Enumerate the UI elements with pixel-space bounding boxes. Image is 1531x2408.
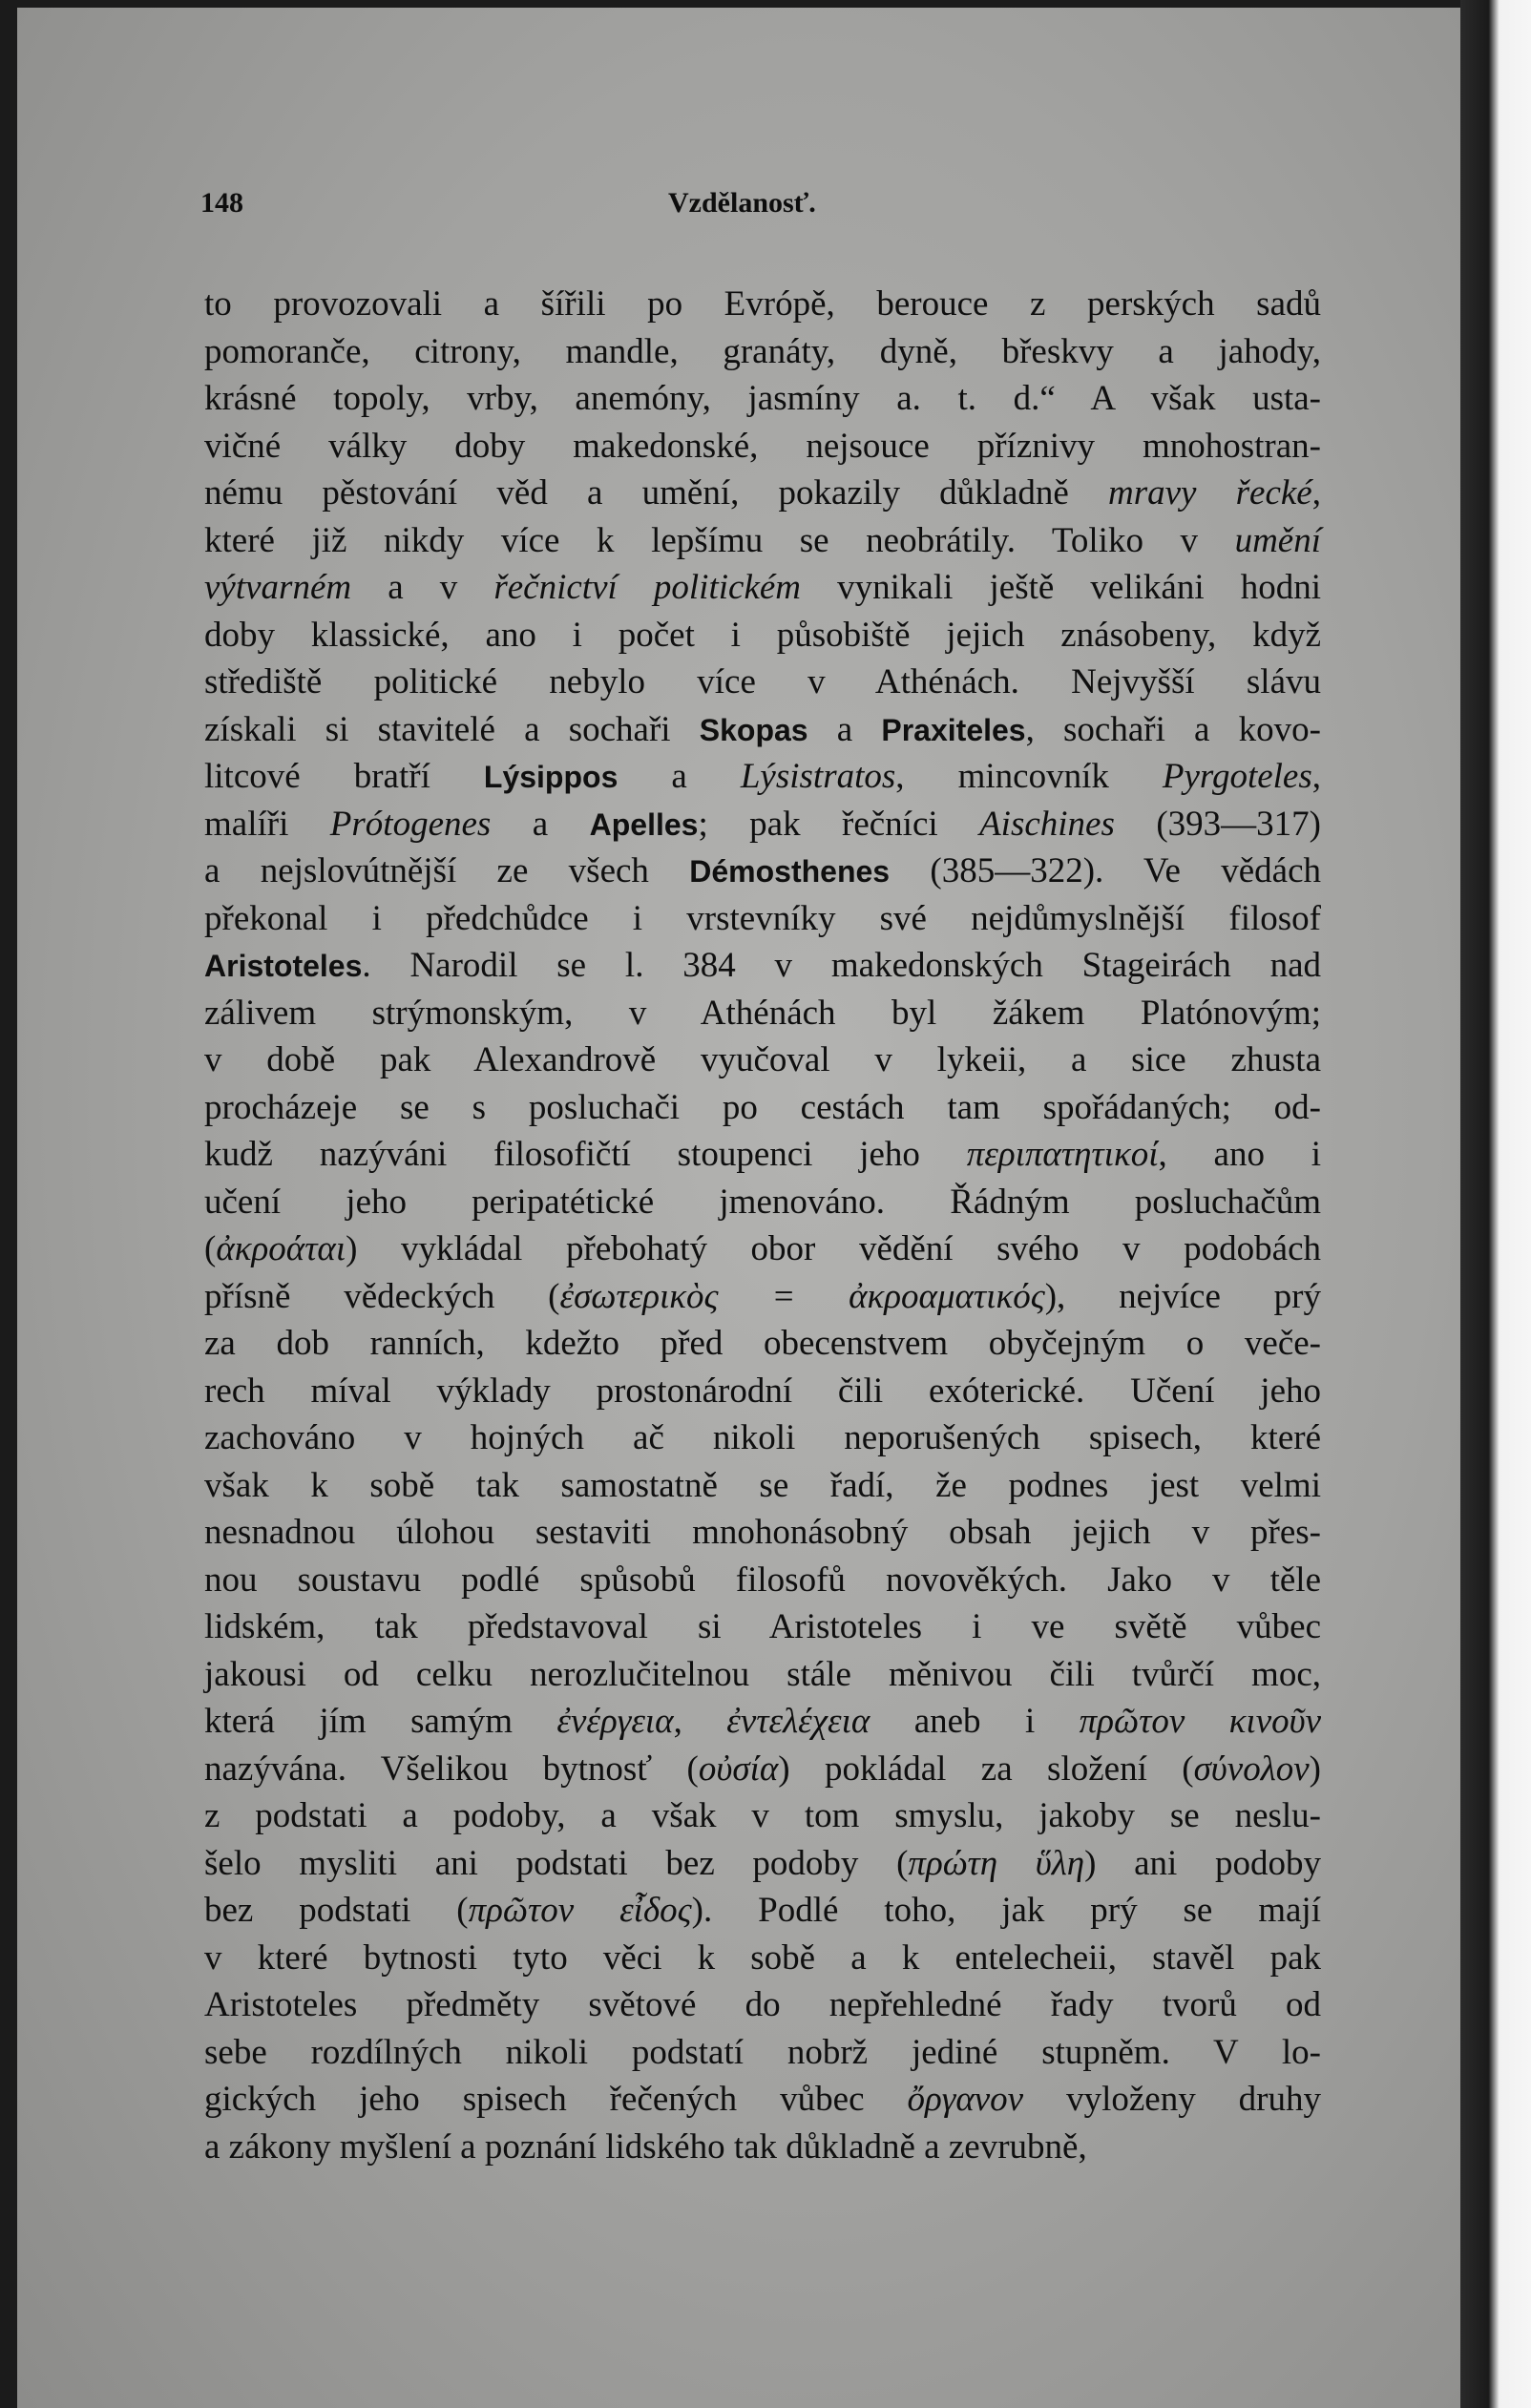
greek-term: πρώτη ὕλη (908, 1843, 1085, 1883)
text-line (204, 375, 1321, 423)
greek-term: πρῶτον κινοῦν (1079, 1702, 1322, 1741)
text-span: které již nikdy více k lepšímu se neobrátily. Toliko v (204, 520, 1235, 560)
text-span: nou soustavu podlé spůsobů filosofů novověkých. Jako v těle (204, 1560, 1321, 1600)
text-span: sebe rozdílných nikoli podstatí nobrž jediné stupněm. V lo- (204, 2032, 1321, 2072)
text-line (204, 1225, 1321, 1273)
text-span: krásné topoly, vrby, anemóny, jasmíny a. t. d.“ A však usta- (204, 379, 1321, 418)
italic-term: řečnictví politickém (493, 568, 802, 607)
text-span: (385—322). Ve vědách (890, 851, 1321, 890)
text-span: ( (204, 1229, 217, 1268)
text-span: z podstati a podoby, a však v tom smyslu, jakoby se neslu- (204, 1796, 1321, 1835)
text-line (204, 942, 1321, 990)
text-line (204, 1036, 1321, 1084)
text-span: litcové bratří (204, 757, 484, 796)
text-line (204, 895, 1321, 943)
text-line (204, 2076, 1321, 2124)
text-span: , (1311, 757, 1321, 796)
text-line (204, 1084, 1321, 1132)
text-span: v době pak Alexandrově vyučoval v lykeii, a sice zhusta (204, 1040, 1321, 1079)
greek-term: ἀκροάται (216, 1229, 346, 1268)
text-span: v které bytnosti tyto věci k sobě a k entelecheii, stavěl pak (204, 1937, 1321, 1978)
text-span: nesnadnou úlohou sestaviti mnohonásobný obsah jejich v přes- (204, 1513, 1321, 1552)
running-head: Vzdělanosť. (668, 187, 816, 219)
name-term: Apelles (589, 806, 699, 842)
text-line (204, 1746, 1321, 1793)
text-line (204, 1792, 1321, 1840)
text-span: vičné války doby makedonské, nejsouce příznivy mnohostran- (204, 426, 1321, 466)
text-span: lidském, tak představoval si Aristoteles i ve světě vůbec (204, 1607, 1321, 1646)
text-line (204, 517, 1321, 565)
text-line (204, 1981, 1321, 2029)
text-line (204, 1414, 1321, 1462)
text-line (204, 1320, 1321, 1368)
text-span: ) ani podoby (1084, 1843, 1322, 1883)
page-edge-binding (1460, 0, 1531, 2408)
text-span: překonal i předchůdce i vrstevníky své nejdůmyslnější filosof (204, 898, 1321, 938)
text-line (204, 1273, 1321, 1321)
text-span: , (1311, 473, 1321, 513)
text-line (204, 1698, 1321, 1746)
text-span: aneb i (870, 1702, 1080, 1741)
text-span: ; pak řečníci (698, 804, 980, 844)
text-span: (393—317) (1114, 804, 1321, 844)
greek-term: πρῶτον εἶδος (468, 1891, 692, 1930)
text-span: a (807, 709, 882, 749)
italic-term: umění (1234, 520, 1321, 560)
text-span: nému pěstování věd a umění, pokazily důkladně (204, 473, 1108, 513)
greek-term: ἐνέργεια (556, 1702, 674, 1741)
text-line (204, 281, 1321, 328)
text-line (204, 1131, 1321, 1179)
text-span: jakousi od celku nerozlučitelnou stále měnivou čili tvůrčí moc, (204, 1654, 1321, 1694)
name-term: Aristoteles (204, 949, 363, 983)
text-line (204, 848, 1321, 895)
text-span: , sochaři a kovo- (1025, 709, 1321, 749)
greek-term: οὐσία (698, 1748, 779, 1789)
text-span: doby klassické, ano i počet i působiště jejich znásobeny, když (204, 615, 1321, 655)
text-span: ) pokládal za složení ( (778, 1748, 1194, 1789)
italic-term: Prótogenes (329, 804, 492, 844)
text-line (204, 706, 1321, 754)
greek-term: ὄργανον (907, 2080, 1024, 2119)
text-line (204, 1651, 1321, 1699)
text-span: , (673, 1702, 727, 1741)
text-span: a (491, 804, 590, 844)
text-line (204, 1179, 1321, 1226)
text-span: malíři (204, 804, 330, 844)
text-span: a zákony myšlení a poznání lidského tak důkladně a zevrubně, (204, 2126, 1087, 2167)
greek-term: ἐντελέχεια (726, 1702, 870, 1741)
text-span: procházeje se s posluchači po cestách tam spořádaných; od- (204, 1087, 1321, 1127)
text-span: rech míval výklady prostonárodní čili exóterické. Učení jeho (204, 1371, 1321, 1411)
greek-term: σύνολον (1193, 1748, 1310, 1789)
text-span: zachováno v hojných ač nikoli neporušených spisech, které (204, 1418, 1321, 1457)
text-span: šelo mysliti ani podstati bez podoby ( (204, 1843, 909, 1883)
text-span: přísně vědeckých ( (204, 1276, 560, 1316)
text-span: zálivem strýmonským, v Athénách byl žákem Platónovým; (204, 993, 1321, 1033)
text-span: . Narodil se l. 384 v makedonských Stageirách nad (362, 946, 1321, 985)
name-term: Lýsippos (483, 760, 619, 794)
text-line (204, 423, 1321, 471)
text-line (204, 1887, 1321, 1935)
text-span: která jím samým (204, 1702, 557, 1741)
italic-term: Aischines (979, 804, 1115, 844)
text-span: vynikali ještě velikáni hodni (801, 568, 1321, 607)
text-span: učení jeho peripatétické jmenováno. Řádným posluchačům (204, 1182, 1321, 1222)
text-line (204, 990, 1321, 1037)
text-line (204, 1557, 1321, 1604)
text-span: ). Podlé toho, jak prý se mají (691, 1891, 1321, 1930)
text-span: , mincovník (895, 757, 1163, 796)
text-line (204, 2029, 1321, 2077)
text-line (204, 470, 1321, 517)
text-line (204, 801, 1321, 848)
text-span: nazývána. Všelikou bytnosť ( (204, 1748, 699, 1789)
text-span: a v (351, 568, 494, 607)
text-line (204, 328, 1321, 376)
text-span: to provozovali a šířili po Evrópě, berouce z perských sadů (204, 284, 1321, 324)
text-span: získali si stavitelé a sochaři (204, 709, 700, 749)
page-header (200, 187, 1315, 225)
text-line (204, 1840, 1321, 1888)
text-span: gických jeho spisech řečených vůbec (204, 2080, 908, 2119)
body-text (204, 281, 1321, 2170)
text-line (204, 612, 1321, 660)
text-span: pomoranče, citrony, mandle, granáty, dyně, břeskvy a jahody, (204, 331, 1321, 371)
italic-term: Pyrgoteles (1162, 757, 1312, 796)
text-line (204, 564, 1321, 612)
name-term: Skopas (699, 712, 808, 747)
text-span: kudž nazýváni filosofičtí stoupenci jeho (204, 1135, 967, 1174)
italic-term: Lýsistratos (740, 757, 896, 796)
name-term: Démosthenes (689, 854, 891, 889)
text-span: za dob ranních, kdežto před obecenstvem obyčejným o veče- (204, 1324, 1321, 1363)
text-line (204, 2124, 1321, 2171)
text-span: bez podstati ( (204, 1891, 469, 1930)
greek-term: περιπατητικοί (966, 1135, 1159, 1174)
page-number: 148 (200, 187, 243, 219)
text-line (204, 1368, 1321, 1415)
text-line (204, 753, 1321, 801)
text-line (204, 659, 1321, 706)
text-line (204, 1935, 1321, 1982)
text-span: ) vykládal přebohatý obor vědění svého v podobách (346, 1229, 1321, 1268)
text-span: však k sobě tak samostatně se řadí, že podnes jest velmi (204, 1465, 1321, 1505)
text-line (204, 1603, 1321, 1651)
italic-term: mravy řecké (1107, 473, 1312, 513)
text-span: ), nejvíce prý (1044, 1276, 1321, 1316)
name-term: Praxiteles (881, 712, 1026, 747)
text-span: a nejslovútnější ze všech (204, 851, 690, 890)
greek-term: ἐσωτερικὸς = ἀκροαματικός (559, 1276, 1045, 1316)
text-span: ) (1309, 1748, 1321, 1789)
text-line (204, 1462, 1321, 1510)
text-span: a (618, 757, 741, 796)
text-span: střediště politické nebylo více v Athénách. Nejvyšší slávu (204, 662, 1321, 701)
text-span: , ano i (1158, 1135, 1322, 1174)
italic-term: výtvarném (204, 568, 352, 607)
text-span: vyloženy druhy (1023, 2080, 1321, 2119)
text-span: Aristoteles předměty světové do nepřehledné řady tvorů od (204, 1985, 1321, 2024)
text-line (204, 1509, 1321, 1557)
